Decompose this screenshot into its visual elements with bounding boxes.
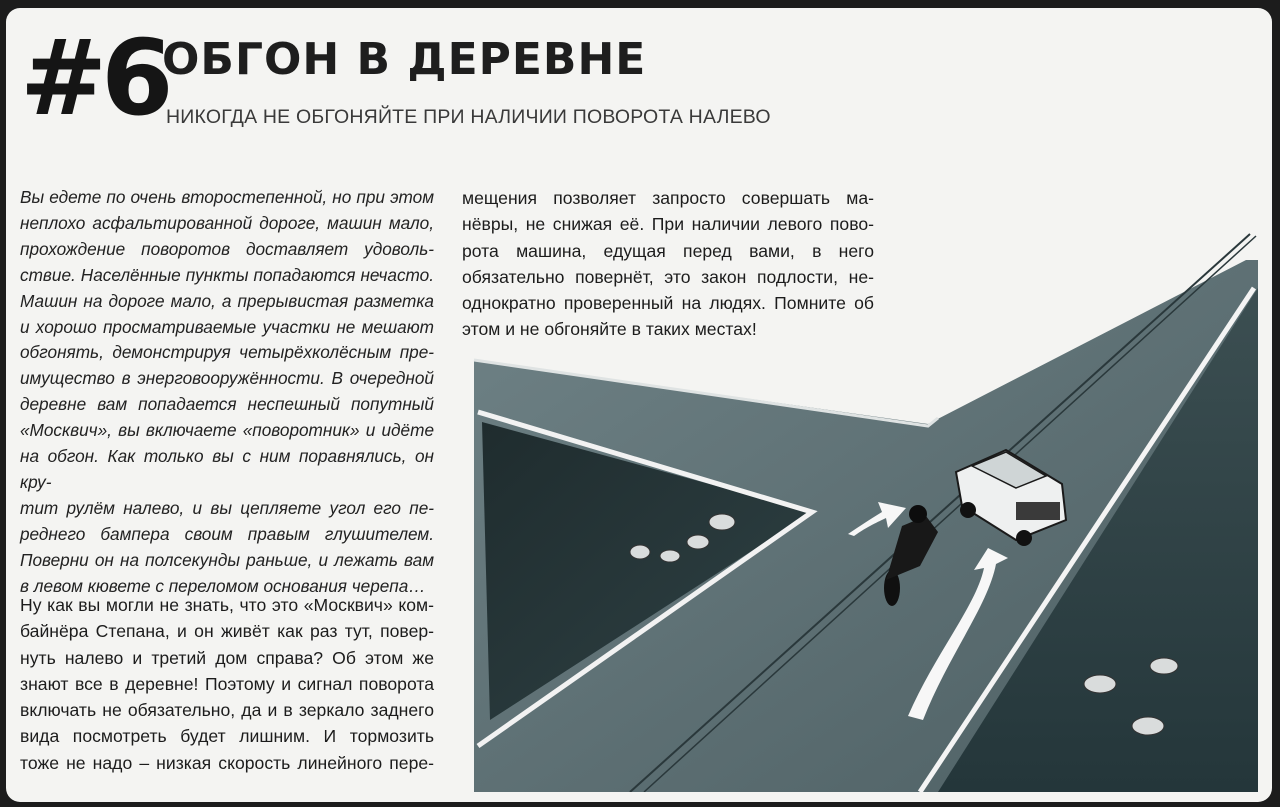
text-line: на обгон. Как только вы с ним поравнялись, он кру- <box>20 446 434 492</box>
text-line: прохождение поворотов доставляет удоволь- <box>20 238 434 259</box>
text-line: неплохо асфальтированной дороге, машин мало, <box>20 212 434 233</box>
text-line: нуть налево и третий дом справа? Об этом же <box>20 647 434 668</box>
text-line: реднего бампера своим правым глушителем. <box>20 523 434 544</box>
text-line: тоже не надо – низкая скорость линейного пере- <box>20 752 434 773</box>
text-line: знают все в деревне! Поэтому и сигнал поворота <box>20 673 434 694</box>
text-line: обгонять, демонстрируя четырёхколёсным пре- <box>20 342 434 363</box>
text-line: ствие. Населённые пункты попадаются нечасто. <box>20 264 434 285</box>
text-line: мещения позволяет запросто совершать ма- <box>462 188 874 208</box>
text-line: Вы едете по очень второстепенной, но при этом <box>20 187 434 207</box>
rule-number: #6 <box>20 17 168 139</box>
text-line: этом и не обгоняйте в таких местах! <box>462 319 757 340</box>
magazine-page <box>6 8 1272 802</box>
body-paragraph <box>20 592 434 776</box>
text-line: обязательно повернёт, это закон подлости, не- <box>462 266 874 287</box>
page-title: ОБГОН В ДЕРЕВНЕ <box>162 34 647 85</box>
text-line: Ну как вы могли не знать, что это «Москвич» ком- <box>20 595 434 615</box>
text-line: рота машина, едущая перед вами, в него <box>462 240 874 261</box>
text-line: деревне вам попадается неспешный попутный <box>20 394 434 415</box>
text-line: вида посмотреть будет лишним. И тормозить <box>20 726 434 747</box>
text-line: нёвры, не снижая её. При наличии левого пово- <box>462 214 874 235</box>
page-subtitle: НИКОГДА НЕ ОБГОНЯЙТЕ ПРИ НАЛИЧИИ ПОВОРОТА НАЛЕВО <box>166 106 771 128</box>
text-line: в левом кювете с переломом основания черепа… <box>20 575 426 596</box>
text-line: тит рулём налево, и вы цепляете угол его пе- <box>20 497 434 518</box>
text-line: имущество в энерговооружённости. В очередной <box>20 368 434 389</box>
text-line: включать не обязательно, да и в зеркало заднего <box>20 700 434 721</box>
text-line: байнёра Степана, и он живёт как раз тут, повер- <box>20 621 434 642</box>
text-line: однократно проверенный на людях. Помните об <box>462 293 874 314</box>
text-line: и хорошо просматриваемые участки не мешают <box>20 316 434 337</box>
text-line: «Москвич», вы включаете «поворотник» и идёте <box>20 420 434 441</box>
text-line: Поверни он на полсекунды раньше, и лежать вам <box>20 549 434 570</box>
road-illustration <box>468 226 1264 792</box>
text-line: Машин на дороге мало, а прерывистая разметка <box>20 290 434 311</box>
intro-paragraph <box>20 185 434 600</box>
